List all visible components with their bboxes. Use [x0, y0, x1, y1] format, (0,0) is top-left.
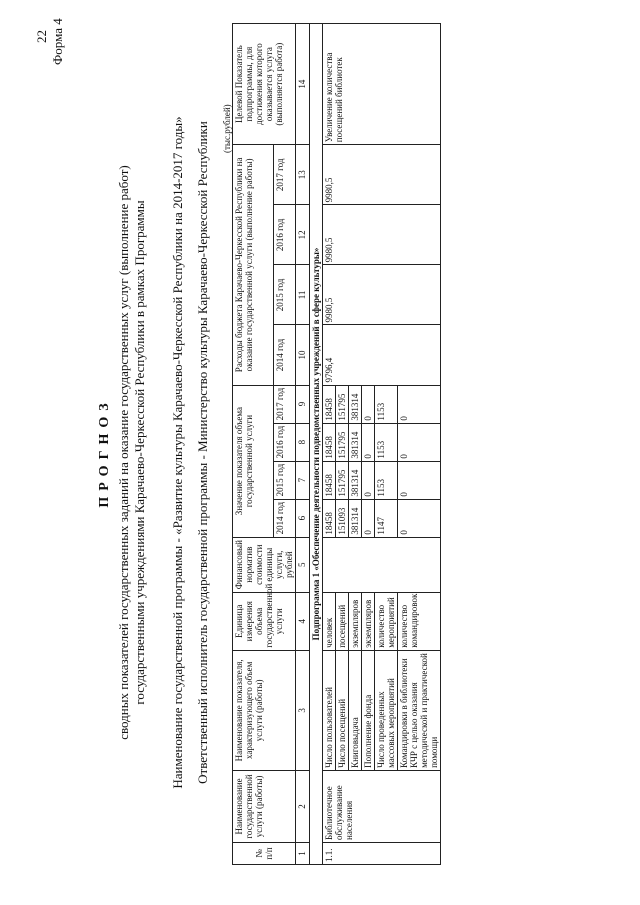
volume-value: 18458 — [322, 461, 335, 499]
indicator-unit: экземпляров — [361, 592, 374, 650]
header-indicator-name: Наименование показателя, характеризующего объем услуги (работы) — [233, 650, 296, 770]
service-name: Библиотечное обслуживание населения — [322, 770, 441, 842]
indicator-name: Число проведенных массовых мероприятий — [374, 650, 397, 770]
financial-norm — [322, 537, 441, 592]
indicator-unit: экземпляров — [348, 592, 361, 650]
header-financial-norm: Финансовый норматив стоимости единицы услуги, рублей — [233, 537, 296, 592]
header-year-volume: 2015 год — [273, 461, 296, 499]
volume-value: 381314 — [348, 461, 361, 499]
column-number: 8 — [296, 423, 309, 461]
page-number: 22 — [34, 30, 49, 43]
header-year-volume: 2016 год — [273, 423, 296, 461]
volume-value: 151795 — [335, 385, 348, 423]
column-number: 4 — [296, 592, 309, 650]
indicator-name: Книговыдача — [348, 650, 361, 770]
volume-value: 18458 — [322, 385, 335, 423]
column-number: 12 — [296, 205, 309, 265]
column-number: 14 — [296, 24, 309, 145]
budget-value: 9796,4 — [322, 325, 441, 385]
volume-value: 18458 — [322, 499, 335, 537]
header-volume-group: Значение показателя объема государственной услуги — [233, 385, 274, 537]
subprogram-title: Подпрограмма 1 «Обеспечение деятельности подведомственных учреждений в сфере культуры» — [309, 24, 322, 865]
units-note: (тыс.рублей) — [222, 104, 232, 153]
volume-value: 0 — [361, 423, 374, 461]
indicator-name: Число посещений — [335, 650, 348, 770]
budget-value: 9980,5 — [322, 205, 441, 265]
volume-value: 381314 — [348, 423, 361, 461]
budget-value: 9980,5 — [322, 145, 441, 205]
column-number: 13 — [296, 145, 309, 205]
volume-value: 0 — [361, 461, 374, 499]
form-label: Форма 4 — [50, 18, 65, 65]
forecast-table — [232, 23, 441, 865]
target-indicator: Увеличение количества посещений библиотек — [322, 24, 441, 145]
header-service-name: Наименование государственной услуги (работы) — [233, 770, 296, 842]
indicator-name: Пополнение фонда — [361, 650, 374, 770]
header-year-volume: 2014 год — [273, 499, 296, 537]
column-numbers-row — [296, 24, 309, 865]
column-number: 5 — [296, 537, 309, 592]
volume-value: 381314 — [348, 499, 361, 537]
indicator-unit: количество мероприятий — [374, 592, 397, 650]
volume-value: 381314 — [348, 385, 361, 423]
column-number: 2 — [296, 770, 309, 842]
volume-value: 151795 — [335, 423, 348, 461]
document-title: ПРОГНОЗ — [97, 397, 112, 508]
volume-value: 0 — [398, 423, 441, 461]
header-row-1 — [233, 24, 274, 865]
indicator-unit: человек — [322, 592, 335, 650]
header-budget-group: Расходы бюджета Карачаево-Черкесской Республики на оказание государственной услуги (выполнение работы) — [233, 145, 274, 385]
table-row — [322, 24, 335, 865]
executor-line: Ответственный исполнитель государственной программы - Министерство культуры Карачаево-Черкесской Республики — [195, 121, 210, 784]
volume-value: 0 — [398, 385, 441, 423]
header-year-budget: 2015 год — [273, 265, 296, 325]
header-year-budget: 2016 год — [273, 205, 296, 265]
volume-value: 18458 — [322, 423, 335, 461]
program-name-line: Наименование государственной программы - «Развитие культуры Карачаево-Черкесской Республики на 2014-2017 годы» — [170, 116, 185, 789]
header-year-budget: 2014 год — [273, 325, 296, 385]
volume-value: 1153 — [374, 385, 397, 423]
indicator-name: Командировки в библиотеки КЧР с целью оказания методической и практической помощи — [398, 650, 441, 770]
indicator-name: Число пользователей — [322, 650, 335, 770]
budget-value: 9980,5 — [322, 265, 441, 325]
volume-value: 0 — [361, 499, 374, 537]
column-number: 10 — [296, 325, 309, 385]
indicator-unit: посещений — [335, 592, 348, 650]
document-subtitle-1: сводных показателей государственных заданий на оказание государственных услуг (выполнение работ) — [116, 165, 131, 740]
header-year-budget: 2017 год — [273, 145, 296, 205]
column-number: 3 — [296, 650, 309, 770]
subprogram-row — [309, 24, 322, 865]
column-number: 11 — [296, 265, 309, 325]
document-subtitle-2: государственными учреждениями Карачаево-Черкесской Республики в рамках Программы — [132, 200, 147, 705]
volume-value: 0 — [398, 461, 441, 499]
indicator-unit: количество командировок — [398, 592, 441, 650]
volume-value: 151795 — [335, 461, 348, 499]
volume-value: 1153 — [374, 423, 397, 461]
column-number: 1 — [296, 842, 309, 864]
volume-value: 1153 — [374, 461, 397, 499]
column-number: 6 — [296, 499, 309, 537]
header-target: Целевой Показатель подпрограммы, для достижения которого оказывается услуга (выполняется работа) — [233, 24, 296, 145]
header-num: № п/п — [233, 842, 296, 864]
volume-value: 0 — [398, 499, 441, 537]
item-number: 1.1. — [322, 842, 441, 864]
column-number: 9 — [296, 385, 309, 423]
volume-value: 0 — [361, 385, 374, 423]
volume-value: 151093 — [335, 499, 348, 537]
volume-value: 1147 — [374, 499, 397, 537]
header-year-volume: 2017 год — [273, 385, 296, 423]
column-number: 7 — [296, 461, 309, 499]
header-unit: Единица измерения объема государственной услуги — [233, 592, 296, 650]
